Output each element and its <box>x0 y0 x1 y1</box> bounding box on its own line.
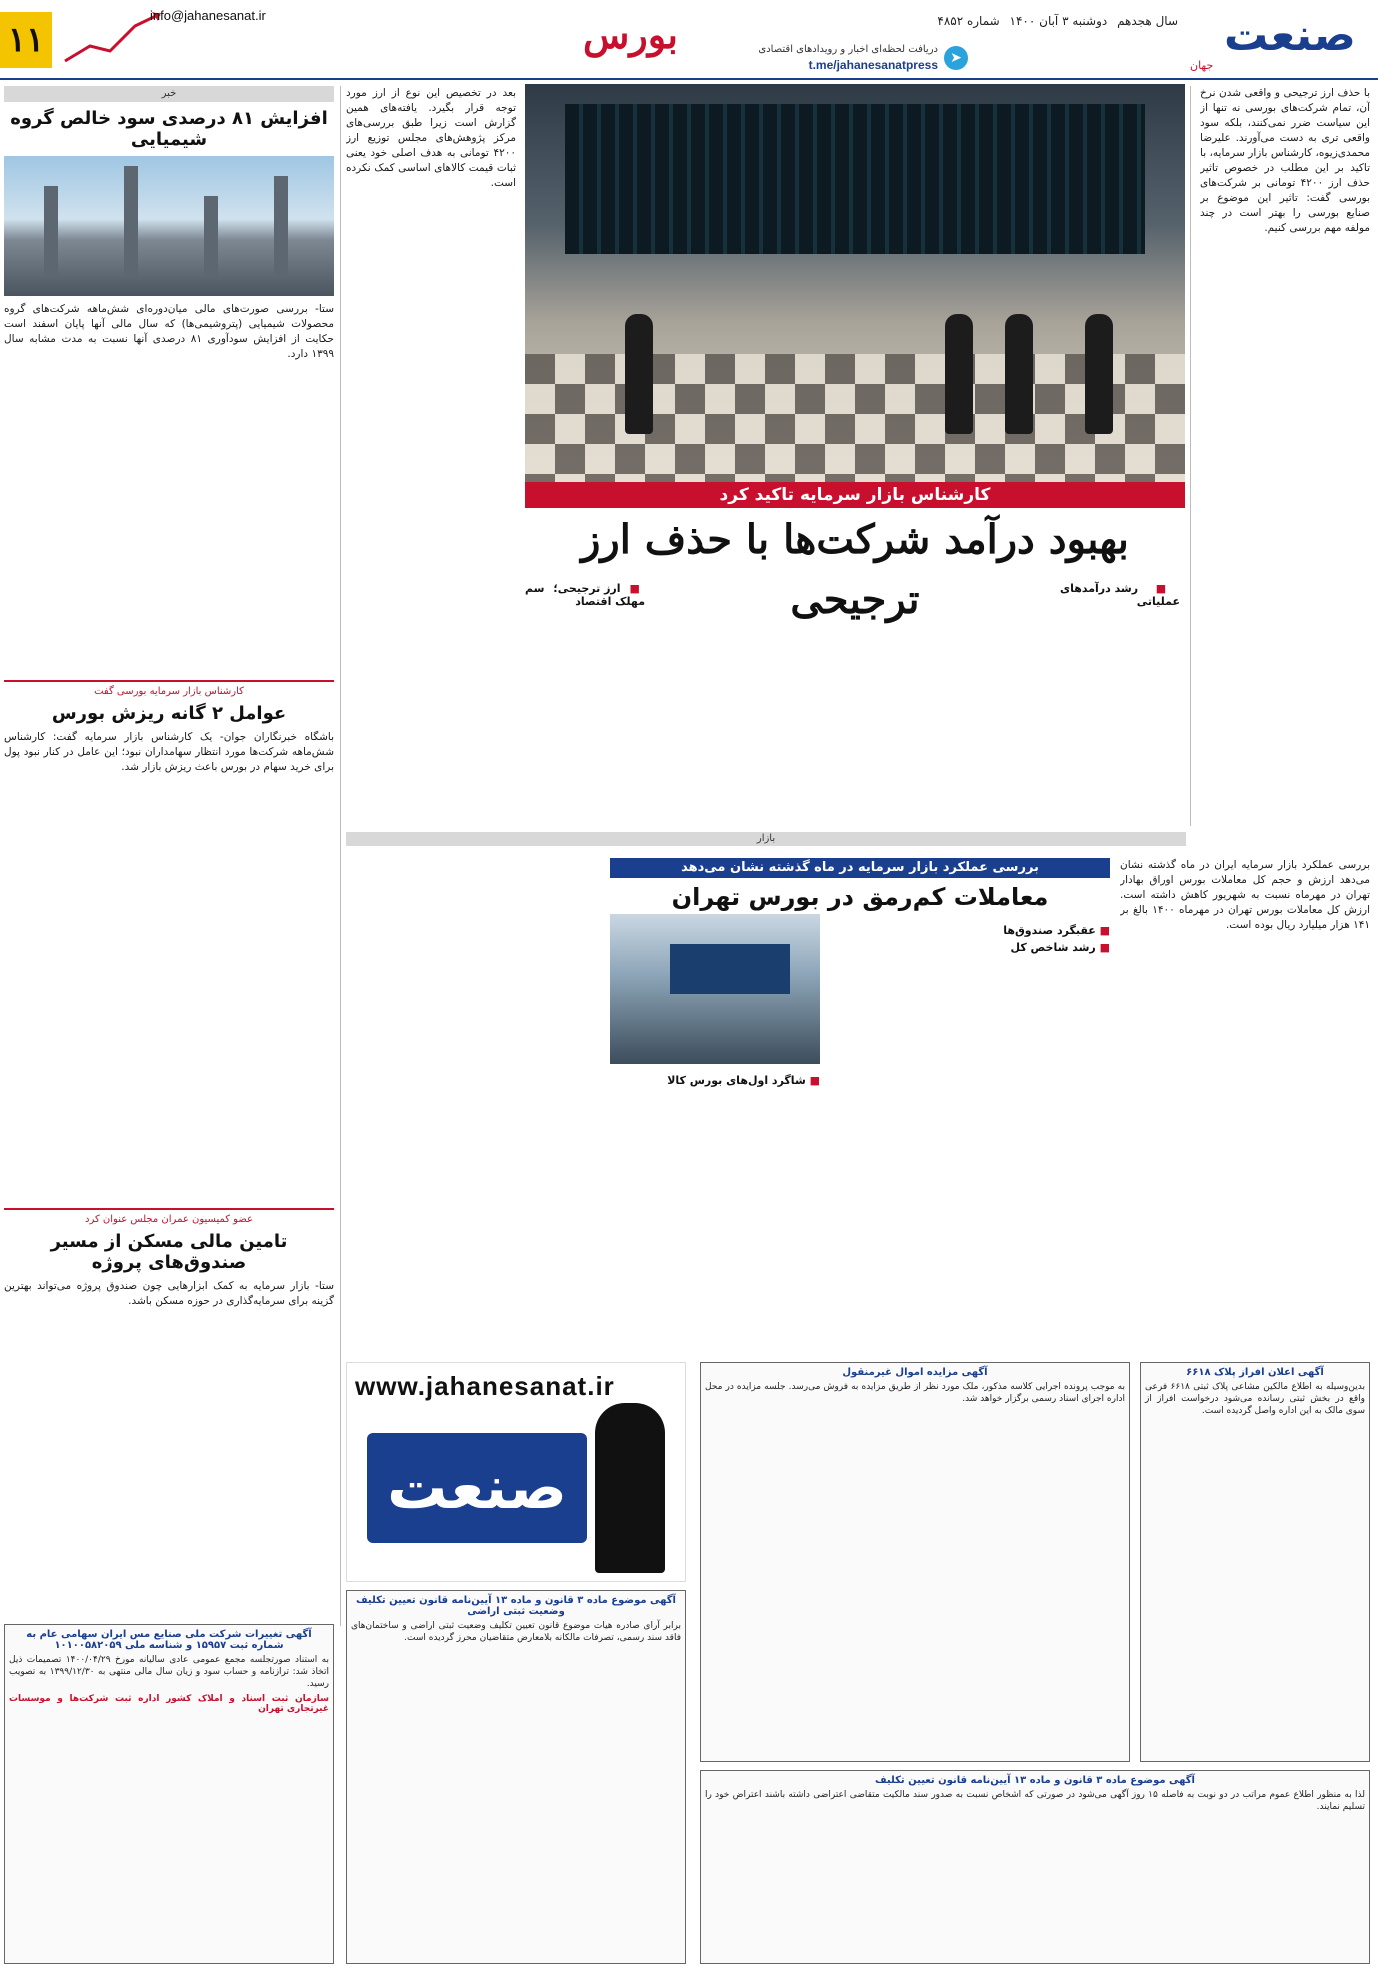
market-story-kicker: بررسی عملکرد بازار سرمایه در ماه گذشته نشان می‌دهد <box>610 858 1110 878</box>
main-story-mid-column <box>346 86 516 856</box>
page-number: ۱۱ <box>0 12 52 68</box>
notice-title: آگهی موضوع ماده ۳ قانون و ماده ۱۳ آیین‌نامه قانون تعیین تکلیف <box>875 1775 1195 1786</box>
section-rule <box>4 1200 334 1210</box>
main-story-kicker: کارشناس بازار سرمایه تاکید کرد <box>525 482 1185 508</box>
newspaper-logo[interactable] <box>1190 8 1370 72</box>
contact-email[interactable]: info@jahanesanat.ir <box>150 8 266 23</box>
housing-headline[interactable]: تامین مالی مسکن از مسیر صندوق‌های پروژه <box>50 1231 288 1273</box>
issue-date: دوشنبه ۳ آبان ۱۴۰۰ <box>1009 14 1108 28</box>
main-story-lead-text: با حذف ارز ترجیحی و واقعی شدن نرخ آن، تمام شرکت‌های بورسی نه تنها از این سیاست ضرر نمی‌کنند، بلکه سود واقعی تری به دست می‌آورند. علیرضا محمدی‌زیوه، کارشناس بازار سرمایه، با تاکید بر این مطلب در خصوص تاثیر حذف ارز ۴۲۰۰ تومانی بر شرکت‌های بورسی گفت: تاثیر این موضوع بر صنایع بورسی را بهتر است در چند مولفه مهم بررسی کنیم. <box>1200 87 1370 234</box>
section-title: بورس <box>583 12 678 57</box>
notice-body: به استناد صورتجلسه مجمع عمومی عادی سالیانه مورخ ۱۴۰۰/۰۴/۲۹ تصمیمات ذیل اتخاذ شد: ترازنامه و حساب سود و زیان سال مالی منتهی به ۱۳۹۹/۱۲/۳۰ به تصویب رسید. <box>9 1655 329 1689</box>
section-rule <box>4 672 334 682</box>
notice-body: لذا به منظور اطلاع عموم مراتب در دو نوبت به فاصله ۱۵ روز آگهی می‌شود در صورتی که اشخاص نسبت به صدور سند مالکیت متقاضی اعتراضی داشته باشند اعتراض خود را تسلیم نمایند. <box>705 1790 1365 1812</box>
notice-body: به موجب پرونده اجرایی کلاسه مذکور، ملک مورد نظر از طریق مزایده به فروش می‌رسد. جلسه مزایده در محل اداره اجرای اسناد رسمی برگزار خواهد شد. <box>705 1382 1125 1404</box>
notice-body: بدین‌وسیله به اطلاع مالکین مشاعی پلاک ثبتی ۶۶۱۸ فرعی واقع در بخش ثبتی رسانده می‌شود درخواست افراز از سوی مالک به این اداره واصل گردیده است. <box>1145 1382 1365 1416</box>
housing-kicker: عضو کمیسیون عمران مجلس عنوان کرد <box>85 1214 253 1225</box>
analyst-body <box>4 730 334 1200</box>
tehran-stock-exchange-photo <box>610 914 820 1064</box>
market-story-right-col <box>1120 858 1370 1338</box>
pointing-man-silhouette <box>595 1403 665 1573</box>
market-subhead: ■ شاگرد اول‌های بورس کالا <box>610 1074 820 1087</box>
legal-notice-auction <box>700 1362 1130 1762</box>
website-ad-banner[interactable] <box>346 1362 686 1582</box>
person-figure <box>625 314 653 434</box>
chimney <box>204 196 218 276</box>
chimney <box>44 186 58 276</box>
news-tag: خبر <box>4 86 334 102</box>
issue-number: شماره ۴۸۵۲ <box>937 14 1000 28</box>
market-section-divider: بازار <box>346 832 1186 846</box>
column-rule <box>340 86 341 1626</box>
notice-title: آگهی مزایده اموال غیرمنقول <box>842 1367 988 1378</box>
main-story-body-col-1 <box>1060 578 1180 854</box>
sidebar-body-text: ستا- بررسی صورت‌های مالی میان‌دوره‌ای شش‌ماهه شرکت‌های گروه محصولات شیمیایی (پتروشیمی‌ها) که سال مالی آنها پایان اسفند است حکایت از افزایش سودآوری ۸۱ درصدی آنها نسبت به مدت مشابه سال ۱۳۹۹ دارد. <box>4 303 334 360</box>
market-story-headline[interactable]: معاملات کم‌رمق در بورس تهران <box>671 883 1049 911</box>
telegram-promo[interactable] <box>708 44 968 74</box>
notice-body: برابر آرای صادره هیات موضوع قانون تعیین تکلیف وضعیت ثبتی اراضی و ساختمان‌های فاقد سند رسمی، تصرفات مالکانه بلامعارض متقاضیان محرز گردیده است. <box>351 1621 681 1643</box>
market-subhead: ■ عقبگرد صندوق‌ها <box>830 924 1110 937</box>
legal-notice-partition <box>1140 1362 1370 1762</box>
person-figure <box>1005 314 1033 434</box>
logo-wordmark: صنعت <box>1224 10 1356 61</box>
notice-title: آگهی اعلان افراز پلاک ۶۶۱۸ <box>1186 1367 1324 1378</box>
legal-notice-land-2 <box>700 1770 1370 1964</box>
legal-notice-copper <box>4 1624 334 1964</box>
ad-website-url[interactable]: www.jahanesanat.ir <box>355 1371 615 1401</box>
person-figure <box>945 314 973 434</box>
person-figure <box>1085 314 1113 434</box>
analyst-headline[interactable]: عوامل ۲ گانه ریزش بورس <box>51 703 287 724</box>
logo-subtitle: جهان <box>1190 59 1214 72</box>
main-story-subhead: ■ ارز ترجیحی؛ سم مهلک اقتصاد <box>525 582 645 608</box>
ad-logo: صنعت <box>367 1433 587 1543</box>
housing-body-text: ستا- بازار سرمایه به کمک ابزارهایی چون صندوق پروژه می‌تواند بهترین گزینه برای سرمایه‌گذاری در حوزه مسکن باشد. <box>4 1280 334 1307</box>
stock-exchange-photo <box>525 84 1185 484</box>
notice-title: آگهی موضوع ماده ۳ قانون و ماده ۱۳ آیین‌نامه قانون تعیین تکلیف وضعیت ثبتی اراضی <box>356 1595 676 1617</box>
masthead <box>0 0 1378 80</box>
telegram-link[interactable]: t.me/jahanesanatpress <box>808 58 938 72</box>
main-story-lead-column <box>1200 86 1370 856</box>
market-story-body: بررسی عملکرد بازار سرمایه ایران در ماه گذشته نشان می‌دهد ارزش و حجم کل معاملات بورس اوراق بهادار تهران در مهرماه نسبت به شهریور کاهش داشته است. ارزش کل معاملات بورس تهران در مهرماه ۱۴۰۰ بالغ بر ۱۴۱ هزار میلیارد ریال بوده است. <box>1120 859 1370 931</box>
chimney <box>274 176 288 276</box>
notice-title: آگهی تغییرات شرکت ملی صنایع مس ایران سهامی عام به شماره ثبت ۱۵۹۵۷ و شناسه ملی ۱۰۱۰۰۵۸۲۰۵۹ <box>26 1629 312 1651</box>
market-story-col-c <box>346 858 601 1338</box>
sidebar-body <box>4 302 334 672</box>
housing-body <box>4 1279 334 1479</box>
main-story-headline[interactable]: بهبود درآمد شرکت‌ها با حذف ارز ترجیحی <box>581 516 1129 623</box>
column-rule <box>1190 86 1191 826</box>
analyst-kicker: کارشناس بازار سرمایه بورسی گفت <box>94 686 244 697</box>
telegram-icon: ➤ <box>944 46 968 70</box>
sidebar-headline[interactable]: افزایش ۸۱ درصدی سود خالص گروه شیمیایی <box>10 108 328 150</box>
issue-year: سال هجدهم <box>1117 14 1178 28</box>
petrochemical-plant-photo <box>4 156 334 296</box>
market-subhead: ■ رشد شاخص کل <box>830 941 1110 954</box>
main-story-subhead: ■ رشد درآمدهای عملیاتی <box>1060 582 1180 608</box>
exchange-sign <box>670 944 790 994</box>
main-story-body-col-2 <box>525 578 645 854</box>
analyst-body-text: باشگاه خبرنگاران جوان- یک کارشناس بازار سرمایه گفت: کارشناس شش‌ماهه شرکت‌ها مورد انتظار سهامداران نبود؛ این عامل در کنار نبود پول برای خرید سهام در بورس باعث ریزش بازار شد. <box>4 731 334 773</box>
market-story-col-b <box>610 1070 820 1340</box>
issue-info <box>931 14 1178 28</box>
sidebar-news <box>4 86 334 1479</box>
main-story-mid-text: بعد در تخصیص این نوع از ارز مورد توجه قرار بگیرد. یافته‌های همین گزارش است زیرا طبق بررسی‌های مرکز پژوهش‌های مجلس توزیع ارز ۴۲۰۰ تومانی به هدف اصلی خود یعنی ثبات قیمت کالاهای اساسی کمک نکرده است. <box>346 87 516 189</box>
stock-ticker-board <box>565 104 1145 254</box>
telegram-caption: دریافت لحظه‌ای اخبار و رویدادهای اقتصادی <box>758 44 938 55</box>
chimney <box>124 166 138 276</box>
market-story-col-a <box>830 920 1110 1340</box>
notice-signature: سازمان ثبت اسناد و املاک کشور اداره ثبت شرکت‌ها و موسسات غیرتجاری تهران <box>9 1694 329 1714</box>
legal-notice-land-1 <box>346 1590 686 1964</box>
